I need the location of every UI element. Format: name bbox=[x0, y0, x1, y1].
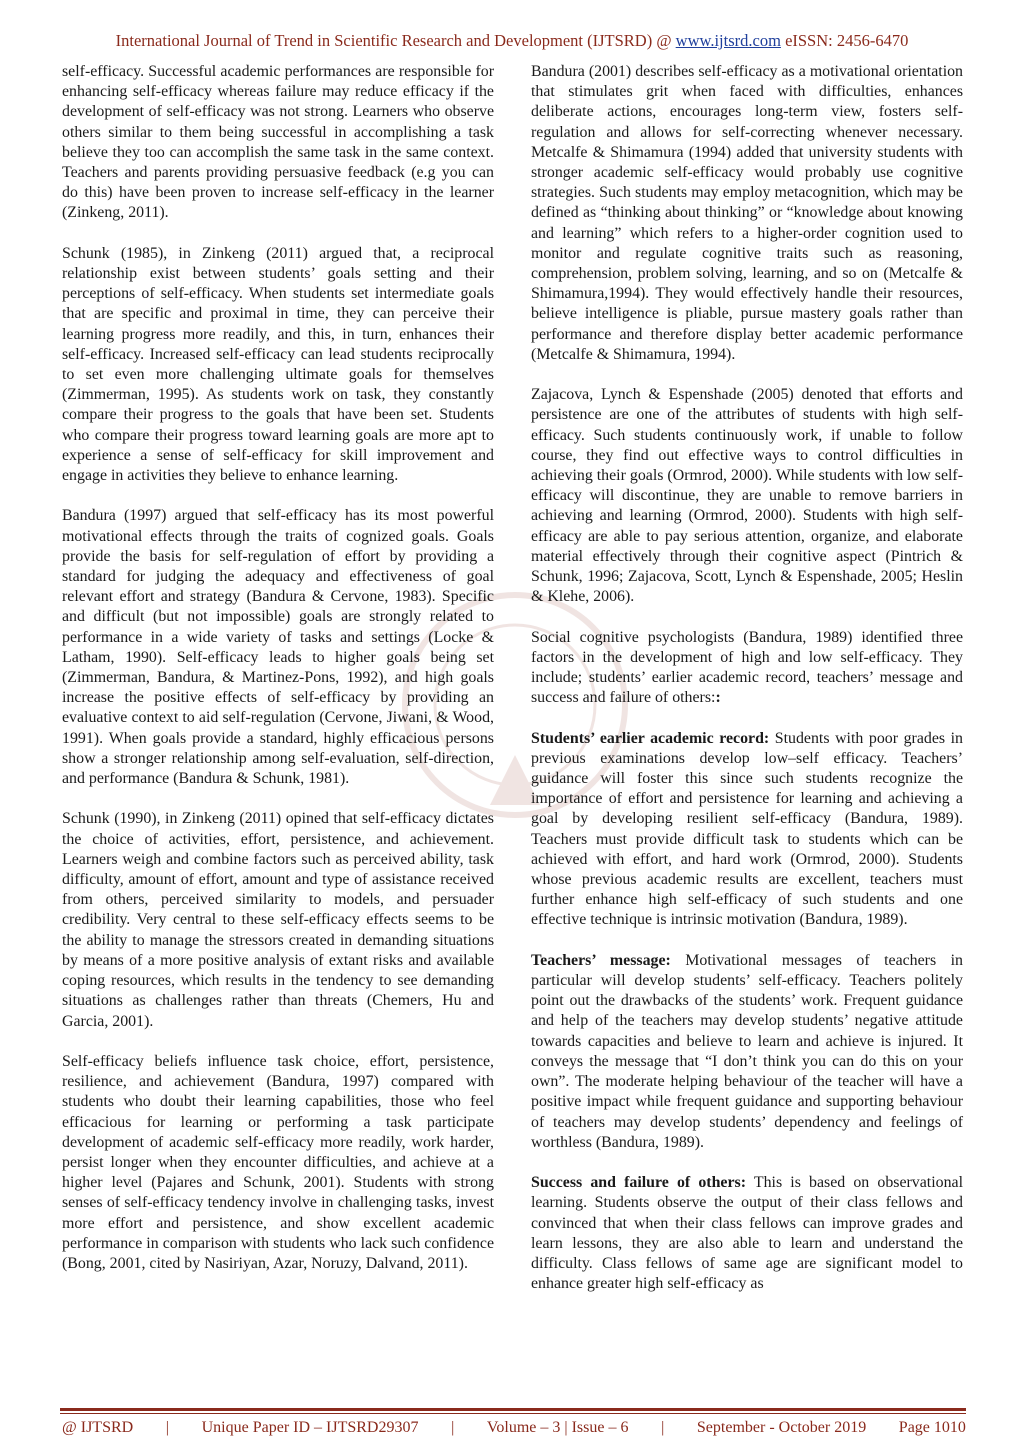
footer-rule bbox=[60, 1408, 966, 1411]
footer-rule-thin bbox=[60, 1413, 966, 1414]
running-footer bbox=[62, 1419, 966, 1437]
footer-separator: | bbox=[451, 1419, 455, 1436]
footer-date: September - October 2019 bbox=[696, 1419, 867, 1436]
right-column bbox=[531, 62, 963, 1315]
running-header bbox=[0, 31, 1024, 51]
footer-page: Page 1010 bbox=[898, 1419, 966, 1436]
paragraph-heading: Students’ earlier academic record: bbox=[531, 729, 770, 747]
issn: eISSN: 2456-6470 bbox=[780, 31, 909, 50]
paragraph: Schunk (1990), in Zinkeng (2011) opined that self-efficacy dictates the choice of activities, effort, persistence, and achievement. Learners weigh and combine factors such as perceived ability, task difficulty, amount of effort, amount and type of assistance received from others, perceived similarity to models, and persuader credibility. Very central to these self-efficacy effects seems to be the ability to manage the stressors created in demanding situations by means of a more positive analysis of extant risks and available coping resources, which results in the tendency to see demanding situations as challenges rather than threats (Chemers, Hu and Garcia, 2001). bbox=[62, 810, 494, 1030]
footer-paper-id: Unique Paper ID – IJTSRD29307 bbox=[201, 1419, 419, 1436]
paragraph: self-efficacy. Successful academic performances are responsible for enhancing self-efficacy whereas failure may reduce efficacy if the development of self-efficacy was not strong. Learners who observe others similar to them being successful in accomplishing a task believe they too can accomplish the same task in the same context. Teachers and parents providing persuasive feedback (e.g you can do this) have been proven to increase self-efficacy in the learner (Zinkeng, 2011). bbox=[62, 63, 494, 222]
paragraph bbox=[531, 385, 963, 607]
journal-title: International Journal of Trend in Scientific Research and Development (IJTSRD) @ bbox=[115, 31, 676, 50]
paragraph bbox=[531, 1173, 963, 1294]
paragraph: Schunk (1985), in Zinkeng (2011) argued that, a reciprocal relationship exist between students’ goals setting and their perceptions of self-efficacy. When students set intermediate goals that are specific and proximal in time, they can perceive their learning progress more readily, and this, in turn, enhances their self-efficacy. Increased self-efficacy can lead students reciprocally to set even more challenging ultimate goals for themselves (Zimmerman, 1995). As students work on task, they constantly compare their progress to the goals that have been set. Students who compare their progress toward learning goals are more apt to experience a sense of self-efficacy for skill improvement and engage in activities they believe to enhance learning. bbox=[62, 244, 494, 485]
footer-separator: | bbox=[661, 1419, 665, 1436]
paragraph: Self-efficacy beliefs influence task choice, effort, persistence, resilience, and achievement (Bandura, 1997) compared with students who doubt their learning capabilities, those who feel efficacious for learning or performing a task participate development of academic self-efficacy more readily, work harder, persist longer when they encounter difficulties, and achieve at a higher level (Pajares and Schunk, 2001). Students with strong senses of self-efficacy tendency involve in challenging tasks, invest more effort and persistence, and show excellent academic performance in comparison with students who lack such confidence (Bong, 2001, cited by Nasiriyan, Azar, Noruzy, Dalvand, 2011). bbox=[62, 1052, 494, 1272]
paragraph bbox=[531, 62, 963, 365]
paragraph-text: Motivational messages of teachers in particular will develop students’ self-efficacy. Teachers politely point out the drawbacks of the students’ work. Frequent guidance and help of the teachers may develop students’ negative attitude towards capacities and believe to learn and achieve is injured. It conveys the message that “I don’t think you can do this on your own”. The moderate helping behaviour of the teacher will have a positive impact while frequent guidance and supporting behaviour of teachers may develop students’ dependency and feelings of worthless (Bandura, 1989). bbox=[531, 951, 963, 1151]
paragraph bbox=[531, 729, 963, 931]
paragraph-text: Students with poor grades in previous examinations develop low–self efficacy. Teachers’ guidance will foster this since such students recognize the importance of effort and persistence for learning and achieving a goal by developing resilient self-efficacy (Bandura, 1989). Teachers must provide difficult task to students which can be achieved with effort, and hard work (Ormrod, 2000). Students whose previous academic results are excellent, teachers must further enhance high self-efficacy of such students and one effective technique is intrinsic motivation (Bandura, 1989). bbox=[531, 729, 963, 929]
paragraph-text: Social cognitive psychologists (Bandura, 1989) identified three factors in the development of high and low self-efficacy. They include; students’ earlier academic record, teachers’ message and success and failure of others: bbox=[531, 628, 963, 707]
footer-journal: @ IJTSRD bbox=[62, 1419, 134, 1436]
left-column bbox=[62, 62, 494, 1294]
footer-separator: | bbox=[165, 1419, 169, 1436]
paragraph-text: Zajacova, Lynch & Espenshade (2005) denoted that efforts and persistence are one of the attributes of students with high self-efficacy. Such students continuously work, if unable to follow course, they find out effective ways to control difficulties in achieving their goals (Ormrod, 2000). While students with low self-efficacy will discontinue, they are unable to remove barriers in achieving and learning (Ormrod, 2000). Students with high self-efficacy are able to pay serious attention, organize, and elaborate material effectively through their cognitive aspect (Pintrich & Schunk, 1996; Zajacova, Scott, Lynch & Espenshade, 2005; Heslin & Klehe, 2006). bbox=[531, 386, 963, 606]
paragraph-heading: Success and failure of others: bbox=[531, 1174, 747, 1192]
paragraph-heading: Teachers’ message: bbox=[531, 951, 671, 969]
paragraph-text: Bandura (2001) describes self-efficacy as a motivational orientation that stimulates grit when faced with difficulties, enhances deliberate actions, encourages long-term view, fosters self-regulation and allows for self-correcting whenever necessary. Metcalfe & Shimamura (1994) added that university students with stronger academic self-efficacy would probably use cognitive strategies. Such students may employ metacognition, which may be defined as “thinking about thinking” or “knowledge about knowing and learning” which refers to a higher-order cognition used to monitor and regulate cognitive traits such as reasoning, comprehension, problem solving, learning, and so on (Metcalfe & Shimamura,1994). They would effectively handle their resources, believe intelligence is pliable, pursue mastery goals rather than performance and therefore display better academic performance (Metcalfe & Shimamura, 1994). bbox=[531, 63, 963, 363]
footer-volume: Volume – 3 | Issue – 6 bbox=[486, 1419, 629, 1436]
paragraph bbox=[531, 951, 963, 1153]
paragraph-text: This is based on observational learning. Students observe the output of their class fellows and convinced that when their class fellows can improve grades and learn lessons, they are also able to learn and understand the difficulty. Class fellows of same age are significant model to enhance greater high self-efficacy as bbox=[531, 1174, 963, 1293]
paragraph: Bandura (1997) argued that self-efficacy has its most powerful motivational effects through the traits of cognized goals. Goals provide the basis for self-regulation of effort by providing a standard for judging the adequacy and effectiveness of goal relevant effort and strategy (Bandura & Cervone, 1983). Specific and difficult (but not impossible) goals are strongly related to performance in a wide variety of tasks and settings (Locke & Latham, 1990). Self-efficacy leads to higher goals being set (Zimmerman, Bandura, & Martinez-Pons, 1992), and high goals increase the positive effects of self-efficacy by providing an evaluative context to aid self-regulation (Cervone, Jiwani, & Wood, 1991). When goals provide a standard, highly efficacious persons show a stronger relationship among self-evaluation, self-direction, and performance (Bandura & Schunk, 1981). bbox=[62, 507, 494, 788]
journal-url-link[interactable]: www.ijtsrd.com bbox=[675, 31, 781, 50]
paragraph: Social cognitive psychologists (Bandura, 1989) identified three factors in the development of high and low self-efficacy. They include; students’ earlier academic record, teachers’ message and success and failure of others:: bbox=[531, 628, 963, 707]
